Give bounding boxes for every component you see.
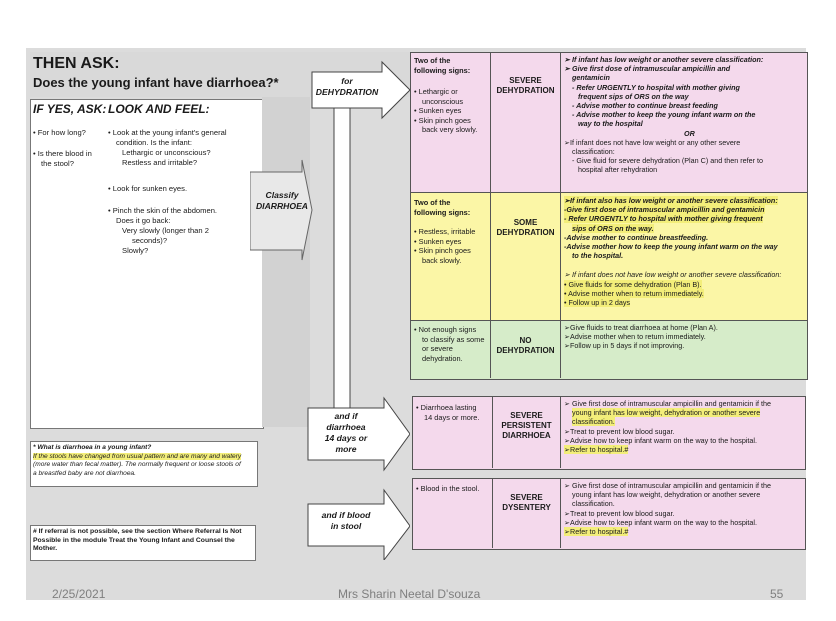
footer-page-number: 55	[770, 587, 784, 601]
divider	[560, 478, 561, 548]
if-yes-ask-label: IF YES, ASK:	[33, 102, 107, 116]
ask-item: • For how long?	[33, 128, 86, 137]
look-item: Restless and irritable?	[122, 158, 198, 167]
class-severe-dehydration: SEVERE DEHYDRATION	[496, 76, 555, 95]
treat-no-dehydration: ➢Give fluids to treat diarrhoea at home (Plan A). ➢Advise mother when to return immediately. ➢Follow up in 5 days if not improving.	[564, 323, 718, 351]
look-item: • Look for sunken eyes.	[108, 184, 188, 193]
blood-in-stool-label: and if blood in stool	[321, 510, 371, 531]
footer-date: 2/25/2021	[52, 587, 106, 601]
look-item: • Look at the young infant's general	[108, 128, 227, 137]
ask-item: • Is there blood in	[33, 149, 92, 158]
then-ask-heading: THEN ASK:	[33, 55, 120, 72]
treat-dysentery: ➢ Give first dose of intramuscular ampicillin and gentamicin if the young infant has low weight, dehydration or another severe classification. ➢Treat to prevent low blood sugar. ➢Advise how to keep infant warm on the way to the hospital. ➢Refer to hospital.#	[564, 481, 771, 537]
signs-persistent-diarrhoea: • Diarrhoea lasting 14 days or more.	[416, 403, 480, 422]
signs-dysentery: • Blood in the stool.	[416, 484, 480, 493]
referral-line: Possible in the module Treat the Young Infant and Counsel the	[33, 536, 235, 544]
footer-author: Mrs Sharin Neetal D'souza	[338, 587, 481, 601]
treat-severe-dehydration: ➢ If infant has low weight or another severe classification: ➢ Give first dose of intramuscular ampicillin and gentamicin - Refer URGENTLY to hospital with mother giving frequent sips of ORS on the way - Advise mother to continue breast feeding - Advise mother to keep the young infant warm on the way to the hospital OR ➢If infant does not have low weight or any other severe classification: - Give fluid for severe dehydration (Plan C) and then refer to hospital after rehydration	[564, 55, 764, 175]
classify-diarrhoea-label: Classify DIARRHOEA	[255, 190, 309, 211]
treat-persistent-diarrhoea: ➢ Give first dose of intramuscular ampicillin and gentamicin if the young infant has low weight, dehydration or another severe classification. ➢Treat to prevent low blood sugar. ➢Advise how to keep infant warm on the way to the hospital. ➢Refer to hospital.#	[564, 399, 771, 455]
for-dehydration-label: for DEHYDRATION	[315, 76, 379, 97]
treat-some-dehydration: ➢If infant also has low weight or another severe classification: -Give first dose of intramuscular ampicillin and gentamicin - Refer URGENTLY to hospital with mother giving frequent sips of ORS on the way. -Advise mother to continue breastfeeding. -Advise mother how to keep the young infant warm on the way to the hospital. ➢ If infant does not have low weight or another severe classification: • Give fluids for some dehydration (Plan B). • Advise mother when to return immediately. • Follow up in 2 days	[564, 196, 782, 308]
referral-line: # If referral is not possible, see the section Where Referral Is Not	[33, 528, 242, 535]
class-some-dehydration: SOME DEHYDRATION	[496, 218, 555, 237]
class-persistent-diarrhoea: SEVERE PERSISTENT DIARRHOEA	[501, 411, 552, 440]
signs-some-dehydration: Two of the following signs: • Restless, irritable • Sunken eyes • Skin pinch goes back slowly.	[414, 198, 476, 265]
flow-arrows	[250, 60, 410, 560]
look-item: • Pinch the skin of the abdomen.	[108, 206, 218, 215]
signs-no-dehydration: • Not enough signs to classify as some or severe dehydration.	[414, 325, 485, 363]
referral-line: Mother.	[33, 545, 58, 553]
main-question: Does the young infant have diarrhoea?*	[33, 75, 279, 90]
look-item: condition. Is the infant:	[116, 138, 192, 147]
look-item: seconds)?	[132, 236, 168, 245]
look-instructions	[108, 128, 258, 256]
look-and-feel-label: LOOK AND FEEL:	[108, 102, 210, 116]
class-dysentery: SEVERE DYSENTERY	[502, 493, 551, 512]
look-item: Very slowly (longer than 2	[122, 226, 209, 235]
ask-item: the stool?	[41, 159, 74, 168]
note-answer: a breastfed baby are not diarrhoea.	[33, 469, 137, 477]
look-item: Does it go back:	[116, 216, 171, 225]
divider	[492, 478, 493, 548]
referral-note-text	[33, 528, 253, 554]
signs-severe-dehydration: Two of the following signs: • Lethargic or unconscious • Sunken eyes • Skin pinch goes back very slowly.	[414, 56, 478, 134]
fourteen-days-label: and if diarrhoea 14 days or more	[324, 411, 368, 454]
flow-trunk	[334, 108, 350, 408]
look-item: Lethargic or unconscious?	[122, 148, 211, 157]
divider	[560, 52, 561, 378]
look-item: Slowly?	[122, 246, 149, 255]
note-question: * What is diarrhoea in a young infant?	[33, 444, 152, 451]
divider	[490, 52, 491, 378]
diarrhoea-definition-text	[33, 444, 255, 478]
class-no-dehydration: NO DEHYDRATION	[496, 336, 555, 355]
ask-questions	[33, 128, 105, 169]
note-answer: If the stools have changed from usual pattern and are many and watery	[33, 452, 242, 460]
note-answer: (more water than fecal matter). The normally frequent or loose stools of	[33, 461, 241, 469]
divider	[560, 396, 561, 468]
